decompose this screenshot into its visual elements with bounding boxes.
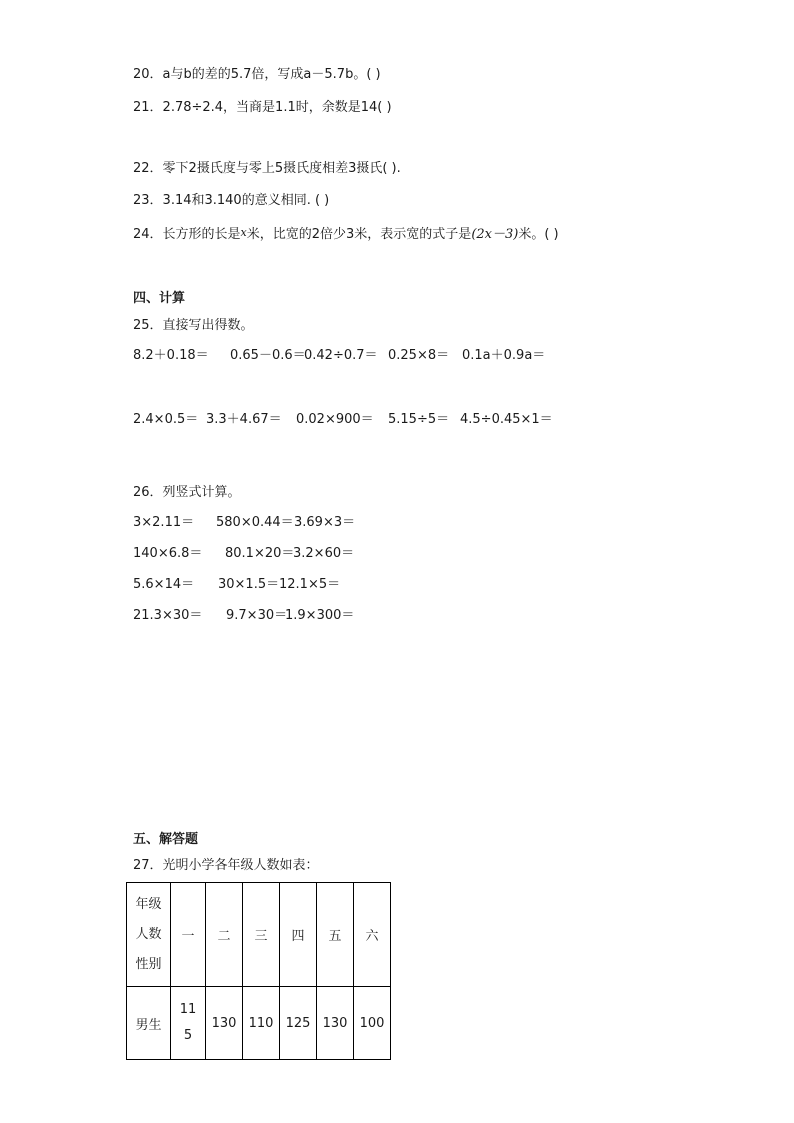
q26-item: 80.1×20＝ bbox=[225, 546, 295, 561]
grade-header: 一 bbox=[171, 883, 206, 987]
grade-header: 六 bbox=[354, 883, 391, 987]
boys-cell: 125 bbox=[280, 987, 317, 1060]
q25-item: 2.4×0.5＝ bbox=[133, 412, 199, 427]
q26-item: 3×2.11＝ bbox=[133, 515, 195, 530]
q25-item: 4.5÷0.45×1＝ bbox=[460, 412, 553, 427]
boys-cell: 130 bbox=[317, 987, 354, 1060]
corner-label-count: 人数 bbox=[135, 926, 162, 942]
q26-item: 1.9×300＝ bbox=[285, 608, 355, 623]
q25-item: 8.2＋0.18＝ bbox=[133, 348, 209, 363]
boys-cell: 110 bbox=[243, 987, 280, 1060]
grade-header: 四 bbox=[280, 883, 317, 987]
grade-table bbox=[126, 882, 391, 1060]
q26-item: 9.7×30＝ bbox=[226, 608, 288, 623]
grade-header: 五 bbox=[317, 883, 354, 987]
question-24 bbox=[133, 225, 559, 243]
corner-label-gender: 性别 bbox=[135, 956, 162, 972]
corner-label-grade: 年级 bbox=[135, 896, 162, 912]
q26-item: 5.6×14＝ bbox=[133, 577, 195, 592]
boys-cell-part: 11 bbox=[179, 1002, 197, 1017]
q26-item: 3.69×3＝ bbox=[294, 515, 356, 530]
question-23: 23．3.14和3.140的意义相同. ( ) bbox=[133, 193, 330, 208]
table-header-row bbox=[127, 883, 391, 987]
q25-item: 3.3＋4.67＝ bbox=[206, 412, 282, 427]
table-row-boys bbox=[127, 987, 391, 1060]
q25-item: 0.42÷0.7＝ bbox=[304, 348, 378, 363]
question-24-middle: 米，比宽的2倍少3米，表示宽的式子是 bbox=[246, 227, 472, 242]
question-24-prefix: 24．长方形的长是 bbox=[133, 227, 241, 242]
grade-header: 二 bbox=[206, 883, 243, 987]
grade-header: 三 bbox=[243, 883, 280, 987]
q25-item: 0.02×900＝ bbox=[296, 412, 374, 427]
q26-item: 21.3×30＝ bbox=[133, 608, 203, 623]
question-24-variable: x bbox=[240, 226, 247, 239]
question-21: 21．2.78÷2.4，当商是1.1时，余数是14( ) bbox=[133, 100, 392, 115]
boys-cell-part: 5 bbox=[183, 1028, 193, 1043]
row-label-boys: 男生 bbox=[127, 987, 171, 1060]
q25-item: 5.15÷5＝ bbox=[388, 412, 450, 427]
q26-item: 140×6.8＝ bbox=[133, 546, 203, 561]
question-27-title: 27．光明小学各年级人数如表： bbox=[133, 858, 319, 873]
boys-cell: 100 bbox=[354, 987, 391, 1060]
question-26-title: 26．列竖式计算。 bbox=[133, 485, 241, 500]
question-20: 20．a与b的差的5.7倍，写成a－5.7b。( ) bbox=[133, 67, 381, 82]
q25-item: 0.25×8＝ bbox=[388, 348, 450, 363]
q26-item: 3.2×60＝ bbox=[293, 546, 355, 561]
table-corner-cell bbox=[127, 883, 171, 987]
section-heading-calc: 四、计算 bbox=[133, 291, 186, 306]
q26-item: 30×1.5＝ bbox=[218, 577, 280, 592]
boys-cell: 130 bbox=[206, 987, 243, 1060]
boys-cell bbox=[171, 987, 206, 1060]
q25-item: 0.65－0.6＝ bbox=[230, 348, 306, 363]
q26-item: 580×0.44＝ bbox=[216, 515, 294, 530]
question-24-suffix: 米。( ) bbox=[518, 227, 559, 242]
question-25-title: 25．直接写出得数。 bbox=[133, 318, 254, 333]
q26-item: 12.1×5＝ bbox=[279, 577, 341, 592]
question-24-expression: (2x－3) bbox=[471, 227, 519, 242]
section-heading-answer: 五、解答题 bbox=[133, 832, 199, 847]
question-22: 22．零下2摄氏度与零上5摄氏度相差3摄氏( ). bbox=[133, 161, 401, 176]
q25-item: 0.1a＋0.9a＝ bbox=[462, 348, 546, 363]
